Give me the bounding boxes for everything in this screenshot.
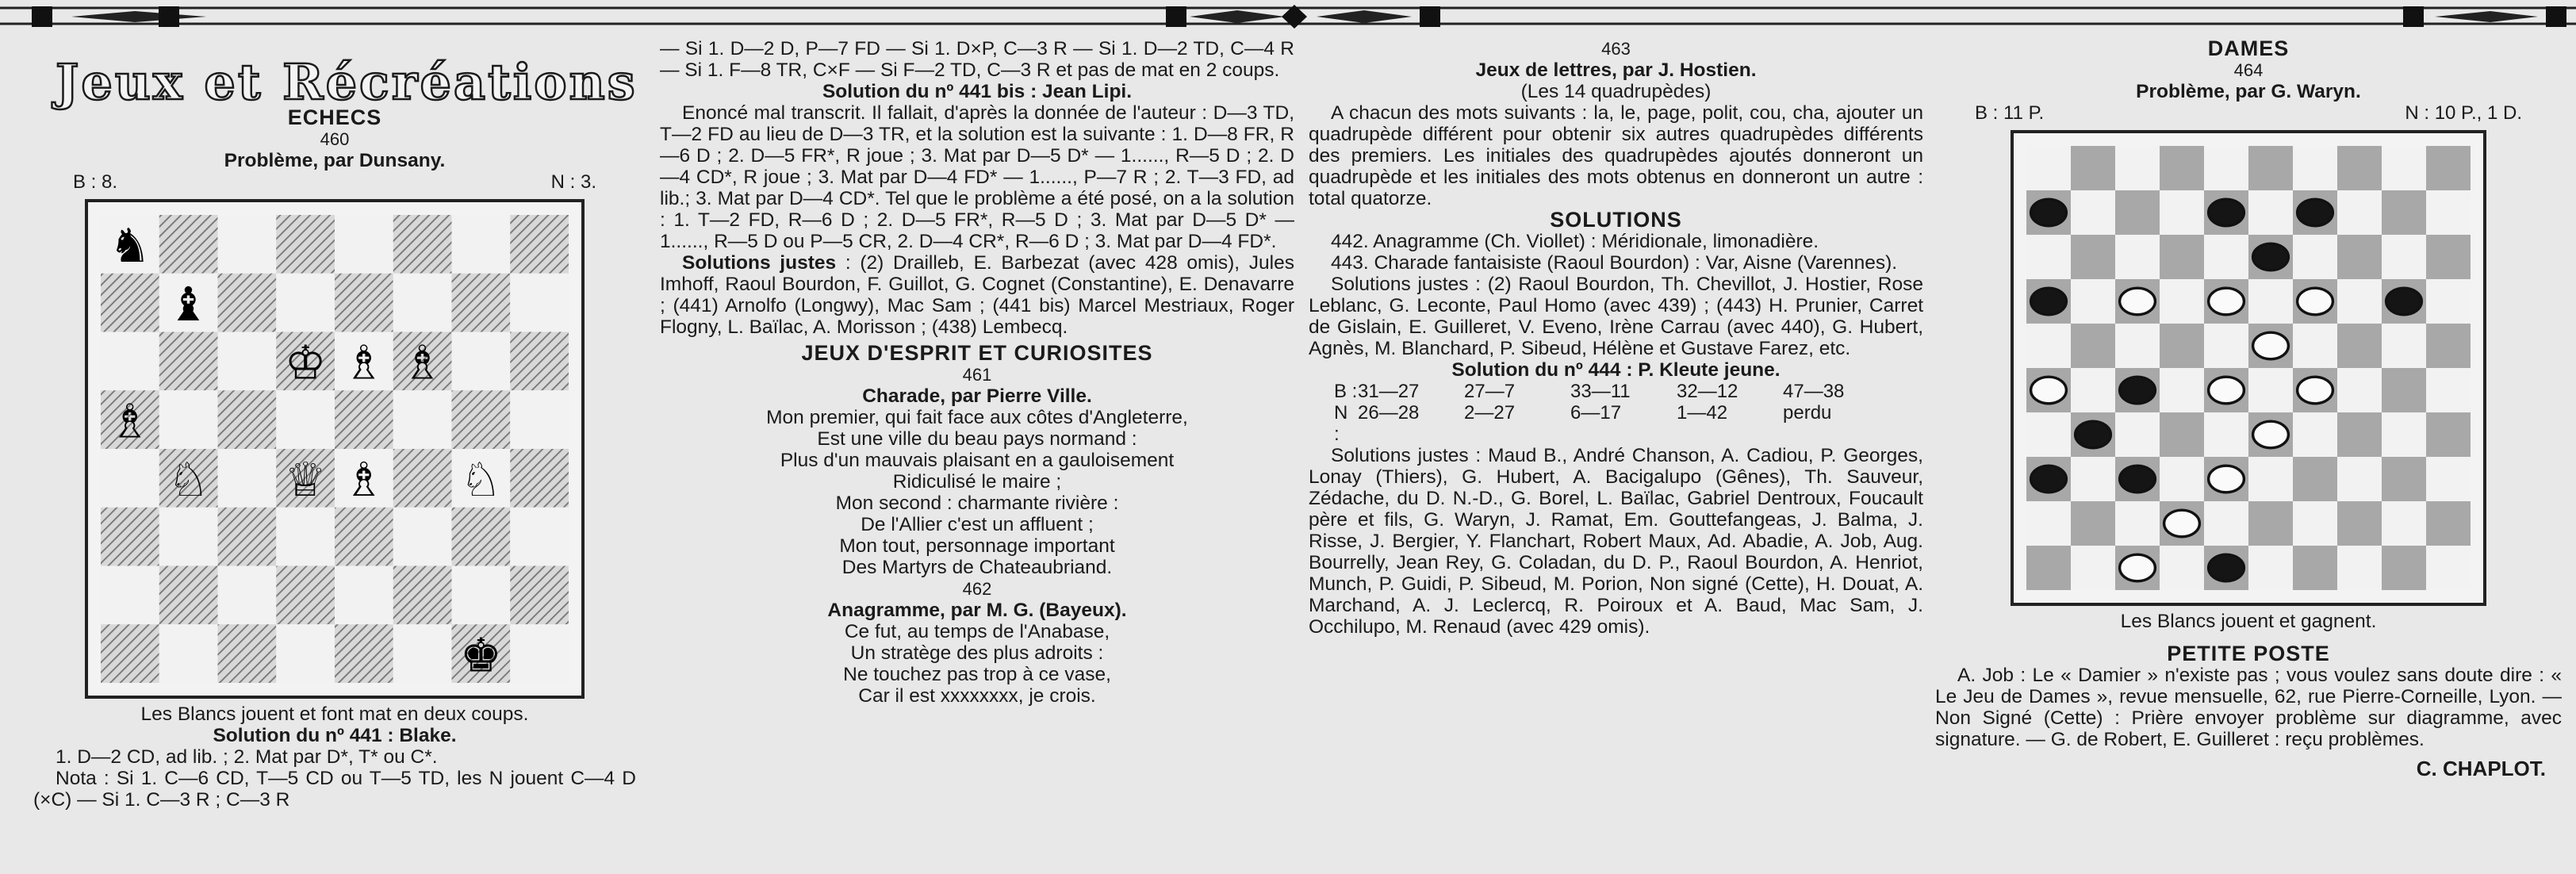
- queen-icon: [285, 452, 327, 507]
- knight-icon: [109, 218, 151, 273]
- white-piece: [2253, 421, 2289, 448]
- solution-441-head: Solution du nº 441 : Blake.: [213, 725, 457, 746]
- board-square: [2426, 190, 2471, 235]
- column-lettres: [1309, 38, 1923, 638]
- board-square: [159, 215, 218, 274]
- board-square: [2071, 235, 2115, 279]
- white-piece: [2031, 377, 2067, 404]
- board-square: [2026, 146, 2071, 190]
- board-square: [510, 566, 569, 625]
- dames-problem-title: Problème, par G. Waryn.: [2136, 81, 2361, 102]
- board-square: [2071, 279, 2115, 324]
- board-square: [2382, 190, 2426, 235]
- subtitle-463: (Les 14 quadrupèdes): [1520, 81, 1712, 102]
- board-square: [2071, 324, 2115, 368]
- board-square: [101, 624, 159, 683]
- board-square: [276, 508, 335, 566]
- title-463: Jeux de lettres, par J. Hostien.: [1475, 59, 1757, 81]
- charade-poem: [660, 407, 1294, 578]
- checkers-board: [2011, 130, 2486, 606]
- board-square: [510, 215, 569, 274]
- board-square: [2248, 457, 2293, 501]
- board-square: [2160, 412, 2204, 457]
- board-square: [2115, 235, 2160, 279]
- board-square: [2248, 368, 2293, 412]
- board-square: [276, 390, 335, 449]
- board-square: [452, 215, 511, 274]
- board-square: [2382, 412, 2426, 457]
- black-piece: [2209, 199, 2244, 226]
- board-square: [276, 274, 335, 332]
- board-square: [2071, 457, 2115, 501]
- black-piece: [2386, 288, 2422, 315]
- justes-list: : (2) Drailleb, E. Barbezat (avec 428 omis), Jules Imhoff, Raoul Bourdon, F. Guillot, G. Cognet (Constantine), E. Denavarre ; (441) Arnolfo (Longwy), Mac Sam ; (441 bis) Marcel Mestriaux, Roger Flogny, L. Baïlac, A. Morisson ; (438) Lembecq.: [660, 252, 1294, 338]
- board-square: [2337, 546, 2382, 590]
- board-square: [2382, 368, 2426, 412]
- king-icon: [460, 627, 502, 682]
- board-square: [159, 390, 218, 449]
- bishop-icon: [109, 393, 151, 448]
- board-square: [335, 508, 393, 566]
- anagramme-title: Anagramme, par M. G. (Bayeux).: [827, 600, 1127, 621]
- board-square: [2382, 546, 2426, 590]
- solution-441bis-head: Solution du nº 441 bis : Jean Lipi.: [822, 81, 1133, 102]
- moves-cell: 2—27: [1464, 402, 1516, 424]
- solution-441bis-text: Enoncé mal transcrit. Il fallait, d'après la donnée de l'auteur : D—3 TD, T—2 FD au lieu de D—3 TR, et la solution est la suivante : 1. D—8 FR, R—6 D ; 2. D—5 FR*, R joue ; 3. Mat par D—5 D* — 1......, R—5 D ; 2. D—4 CD*, R joue ; 3. Mat par D—4 FD* — 1......, P—7 R ; 2. T—3 FD, ad lib.; 3. Mat par D—4 CD*. Tel que le problème a été posé, on a la solution : 1. T—2 FD, R—6 D ; 2. D—5 FR*, R—5 D ; 3. Mat par D—5 D* — 1......, R—5 D ou P—5 CR, 2. D—4 CR*, R—6 D ; 3. Mat par D—4 FD*.: [660, 102, 1294, 252]
- board-square: [2337, 457, 2382, 501]
- board-square: [218, 390, 277, 449]
- king-icon: [285, 335, 327, 390]
- board-square: [2426, 501, 2471, 546]
- moves-cell: 27—7: [1464, 381, 1516, 402]
- board-square: [218, 508, 277, 566]
- poem-line: Est une ville du beau pays normand :: [817, 428, 1137, 450]
- black-count: N : 10 P., 1 D.: [2405, 102, 2522, 124]
- board-square: [2337, 190, 2382, 235]
- moves-cell: 32—12: [1677, 381, 1738, 402]
- poem-line: De l'Allier c'est un affluent ;: [861, 514, 1094, 535]
- white-piece: [2209, 377, 2244, 404]
- board-square: [2248, 190, 2293, 235]
- dames-piece-counts: [1935, 102, 2562, 124]
- board-square: [2382, 324, 2426, 368]
- petite-poste-head: PETITE POSTE: [2167, 642, 2330, 665]
- white-piece: [2298, 377, 2333, 404]
- board-square: [2204, 324, 2248, 368]
- section-echecs: ECHECS: [287, 105, 382, 129]
- black-piece: [2253, 243, 2289, 270]
- white-count: B : 11 P.: [1975, 102, 2045, 124]
- board-square: [2426, 412, 2471, 457]
- black-piece: [2031, 199, 2067, 226]
- board-square: [393, 624, 452, 683]
- board-square: [2115, 501, 2160, 546]
- section-dames: DAMES: [2207, 36, 2290, 60]
- board-square: [2160, 324, 2204, 368]
- board-square: [393, 390, 452, 449]
- charade-title: Charade, par Pierre Ville.: [862, 385, 1092, 407]
- board-square: [218, 624, 277, 683]
- board-square: [393, 566, 452, 625]
- white-piece: [2209, 288, 2244, 315]
- solutions-justes-2: Solutions justes : Maud B., André Chanson, A. Cadiou, P. Georges, Lonay (Thiers), G. Hubert, A. Bacigalupo (Gênes), Th. Sauveur, Zédache, du D. N.-D., G. Borel, L. Baïlac, Gabriel Dentroux, Foucault père et fils, G. Waryn, J. Ramat, Em. Gouttefangeas, J. Balma, J. Risse, J. Bergier, Y. Flanchart, Robert Maux, Ad. Abadie, A. Job, Aug. Bourrelly, Jean Rey, G. Coladan, du D. P., Raoul Bourdon, A. Henriot, Munch, P. Guidi, P. Sibeud, M. Porion, Non signé (Cette), H. Douat, A. Marchand, A. J. Leclercq, R. Poiroux et A. Baud, Mac Sam, J. Occhilupo, M. Renaud (avec 429 omis).: [1309, 445, 1923, 638]
- board-square: [2115, 412, 2160, 457]
- black-piece: [2031, 466, 2067, 493]
- white-piece: [2209, 466, 2244, 493]
- board-square: [2160, 279, 2204, 324]
- board-square: [276, 215, 335, 274]
- board-square: [2293, 457, 2337, 501]
- board-square: [335, 390, 393, 449]
- board-square: [2204, 146, 2248, 190]
- black-piece: [2120, 377, 2156, 404]
- board-square: [159, 624, 218, 683]
- board-square: [276, 624, 335, 683]
- board-square: [159, 332, 218, 391]
- knight-icon: [460, 452, 502, 507]
- board-square: [101, 332, 159, 391]
- moves-cell: 6—17: [1570, 402, 1622, 424]
- moves-cell: 26—28: [1358, 402, 1420, 424]
- moves-cell: N :: [1334, 402, 1348, 445]
- white-piece: [2120, 288, 2156, 315]
- board-square: [510, 274, 569, 332]
- white-piece: [2253, 332, 2289, 359]
- board-square: [2382, 235, 2426, 279]
- board-square: [2293, 235, 2337, 279]
- board-square: [2293, 501, 2337, 546]
- board-square: [159, 566, 218, 625]
- board-square: [2337, 324, 2382, 368]
- board-square: [218, 332, 277, 391]
- bishop-icon: [343, 452, 385, 507]
- bishop-icon: [401, 335, 443, 390]
- board-square: [2382, 146, 2426, 190]
- board-square: [2204, 412, 2248, 457]
- board-square: [2248, 146, 2293, 190]
- board-square: [2337, 501, 2382, 546]
- board-square: [2026, 412, 2071, 457]
- board-square: [2293, 324, 2337, 368]
- board-square: [335, 566, 393, 625]
- board-square: [452, 274, 511, 332]
- black-count: N : 3.: [550, 171, 596, 193]
- board-square: [510, 508, 569, 566]
- board-square: [510, 332, 569, 391]
- column-esprit: [660, 38, 1294, 707]
- board-square: [2204, 501, 2248, 546]
- nota: Nota : Si 1. C—6 CD, T—5 CD ou T—5 TD, les N jouent C—4 D (×C) — Si 1. C—3 R ; C—3 R: [33, 768, 636, 811]
- board-square: [335, 215, 393, 274]
- poem-line: Un stratège des plus adroits :: [850, 642, 1104, 664]
- white-piece: [2298, 288, 2333, 315]
- moves-cell: 1—42: [1677, 402, 1728, 424]
- board-square: [2337, 279, 2382, 324]
- poem-line: Ce fut, au temps de l'Anabase,: [844, 621, 1110, 642]
- number-463: 463: [1601, 39, 1631, 59]
- chess-board-diagram: [101, 215, 569, 683]
- board-square: [2071, 190, 2115, 235]
- white-count: B : 8.: [73, 171, 118, 193]
- board-square: [2204, 235, 2248, 279]
- moves-table: [1334, 381, 1889, 445]
- board-square: [452, 508, 511, 566]
- solutions-justes: [660, 252, 1294, 338]
- board-square: [101, 274, 159, 332]
- board-square: [2071, 146, 2115, 190]
- board-square: [2426, 279, 2471, 324]
- top-ornament: [0, 0, 2576, 33]
- board-square: [2115, 324, 2160, 368]
- solution-441-text: 1. D—2 CD, ad lib. ; 2. Mat par D*, T* ou C*.: [56, 746, 438, 768]
- board-square: [2426, 546, 2471, 590]
- bishop-icon: [343, 335, 385, 390]
- board-square: [2426, 457, 2471, 501]
- column-dames: [1935, 38, 2562, 780]
- board-square: [2337, 235, 2382, 279]
- solution-443: 443. Charade fantaisiste (Raoul Bourdon) : Var, Aisne (Varennes).: [1331, 252, 1898, 274]
- board-square: [452, 390, 511, 449]
- solutions-head: SOLUTIONS: [1550, 208, 1682, 232]
- board-square: [393, 508, 452, 566]
- board-square: [2248, 279, 2293, 324]
- number-464: 464: [2233, 60, 2264, 80]
- white-piece: [2164, 510, 2200, 537]
- solutions-justes-1: Solutions justes : (2) Raoul Bourdon, Th. Chevillot, J. Hostier, Rose Leblanc, G. Leconte, Paul Homo (avec 439) ; (443) H. Prunier, Carret de Gislain, E. Guilleret, V. Eveno, Irène Carrau (avec 440), G. Hubert, Agnès, M. Blanchard, P. Sibeud, Hélène et Gustave Farez, etc.: [1309, 274, 1923, 359]
- poem-line: Des Martyrs de Chateaubriand.: [841, 557, 1113, 578]
- board-square: [2426, 146, 2471, 190]
- board-square: [2160, 146, 2204, 190]
- piece-counts: [33, 171, 636, 193]
- column-chess: [33, 38, 636, 811]
- poem-line: Mon second : charmante rivière :: [835, 493, 1119, 514]
- board-square: [2382, 501, 2426, 546]
- black-piece: [2120, 466, 2156, 493]
- board-square: [335, 274, 393, 332]
- board-square: [2293, 412, 2337, 457]
- board-square: [276, 566, 335, 625]
- board-square: [2026, 546, 2071, 590]
- justes-label: Solutions justes: [682, 252, 837, 274]
- chess-board: [85, 199, 585, 699]
- board-square: [2426, 324, 2471, 368]
- board-square: [393, 274, 452, 332]
- board-square: [2248, 546, 2293, 590]
- moves-cell: B :: [1334, 381, 1358, 402]
- board-square: [2160, 457, 2204, 501]
- knight-icon: [167, 452, 209, 507]
- board-square: [452, 332, 511, 391]
- board-square: [510, 449, 569, 508]
- board-square: [2026, 501, 2071, 546]
- board-square: [2382, 457, 2426, 501]
- board-square: [2160, 546, 2204, 590]
- board-square: [2071, 546, 2115, 590]
- board-square: [510, 390, 569, 449]
- poem-line: Car il est xxxxxxxx, je crois.: [858, 685, 1096, 707]
- board-square: [393, 449, 452, 508]
- problem-number: 460: [320, 129, 350, 149]
- board-square: [159, 508, 218, 566]
- black-piece: [2298, 199, 2333, 226]
- solution-444-head: Solution du nº 444 : P. Kleute jeune.: [1451, 359, 1781, 381]
- board-square: [2160, 190, 2204, 235]
- black-piece: [2209, 554, 2244, 581]
- chess-caption: Les Blancs jouent et font mat en deux coups.: [140, 703, 529, 725]
- board-square: [2160, 235, 2204, 279]
- board-square: [2160, 368, 2204, 412]
- moves-cell: perdu: [1783, 402, 1832, 424]
- board-square: [2115, 190, 2160, 235]
- number-461: 461: [962, 365, 992, 385]
- board-square: [2071, 368, 2115, 412]
- board-square: [2426, 235, 2471, 279]
- dames-caption: Les Blancs jouent et gagnent.: [2120, 611, 2377, 632]
- signature: C. CHAPLOT.: [2416, 757, 2546, 780]
- board-square: [335, 624, 393, 683]
- board-square: [2293, 546, 2337, 590]
- text-463: A chacun des mots suivants : la, le, page, polit, cou, cha, ajouter un quadrupède différent pour obtenir six autres quadrupèdes différents des premiers. Les initiales des quadrupèdes ajoutés donneront un quadrupède et les initiales des mots obtenus en donneront un autre : total quatorze.: [1309, 102, 1923, 209]
- board-square: [2337, 368, 2382, 412]
- board-square: [2248, 501, 2293, 546]
- poem-line: Plus d'un mauvais plaisant en a gauloisement: [780, 450, 1175, 471]
- petite-poste-text: A. Job : Le « Damier » n'existe pas ; vous voulez sans doute dire : « Le Jeu de Dames », revue mensuelle, 62, rue Pierre-Corneille, Lyon. — Non Signé (Cette) : Prière envoyer problème sur diagramme, avec signature. — G. de Robert, E. Guilleret : reçu problèmes.: [1935, 665, 2562, 750]
- section-esprit: JEUX D'ESPRIT ET CURIOSITES: [801, 341, 1153, 365]
- board-square: [2071, 501, 2115, 546]
- board-square: [2026, 235, 2071, 279]
- board-square: [2337, 412, 2382, 457]
- anagramme-poem: [660, 621, 1294, 707]
- board-square: [2115, 146, 2160, 190]
- moves-cell: 31—27: [1358, 381, 1420, 402]
- poem-line: Ne touchez pas trop à ce vase,: [843, 664, 1111, 685]
- board-square: [2026, 324, 2071, 368]
- black-piece: [2031, 288, 2067, 315]
- moves-cell: 47—38: [1783, 381, 1845, 402]
- checkers-board-diagram: [2026, 146, 2471, 590]
- bishop-icon: [167, 277, 209, 332]
- board-square: [218, 449, 277, 508]
- poem-line: Ridiculisé le maire ;: [892, 471, 1062, 493]
- board-square: [101, 508, 159, 566]
- black-piece: [2076, 421, 2111, 448]
- board-square: [218, 274, 277, 332]
- page-title: Jeux et Récréations: [56, 53, 638, 111]
- board-square: [2293, 146, 2337, 190]
- board-square: [452, 566, 511, 625]
- continuation-text: — Si 1. D—2 D, P—7 FD — Si 1. D×P, C—3 R — Si 1. D—2 TD, C—4 R — Si 1. F—8 TR, C×F — Si F—2 TD, C—3 R et pas de mat en 2 coups.: [660, 38, 1294, 81]
- moves-cell: 33—11: [1570, 381, 1631, 402]
- board-square: [2337, 146, 2382, 190]
- poem-line: Mon tout, personnage important: [839, 535, 1115, 557]
- poem-line: Mon premier, qui fait face aux côtes d'Angleterre,: [766, 407, 1188, 428]
- board-square: [101, 566, 159, 625]
- white-piece: [2120, 554, 2156, 581]
- board-square: [393, 215, 452, 274]
- board-square: [510, 624, 569, 683]
- board-square: [2426, 368, 2471, 412]
- board-square: [101, 449, 159, 508]
- number-462: 462: [962, 579, 992, 599]
- board-square: [218, 215, 277, 274]
- board-square: [218, 566, 277, 625]
- problem-title: Problème, par Dunsany.: [224, 150, 446, 171]
- solution-442: 442. Anagramme (Ch. Viollet) : Méridionale, limonadière.: [1331, 231, 1819, 252]
